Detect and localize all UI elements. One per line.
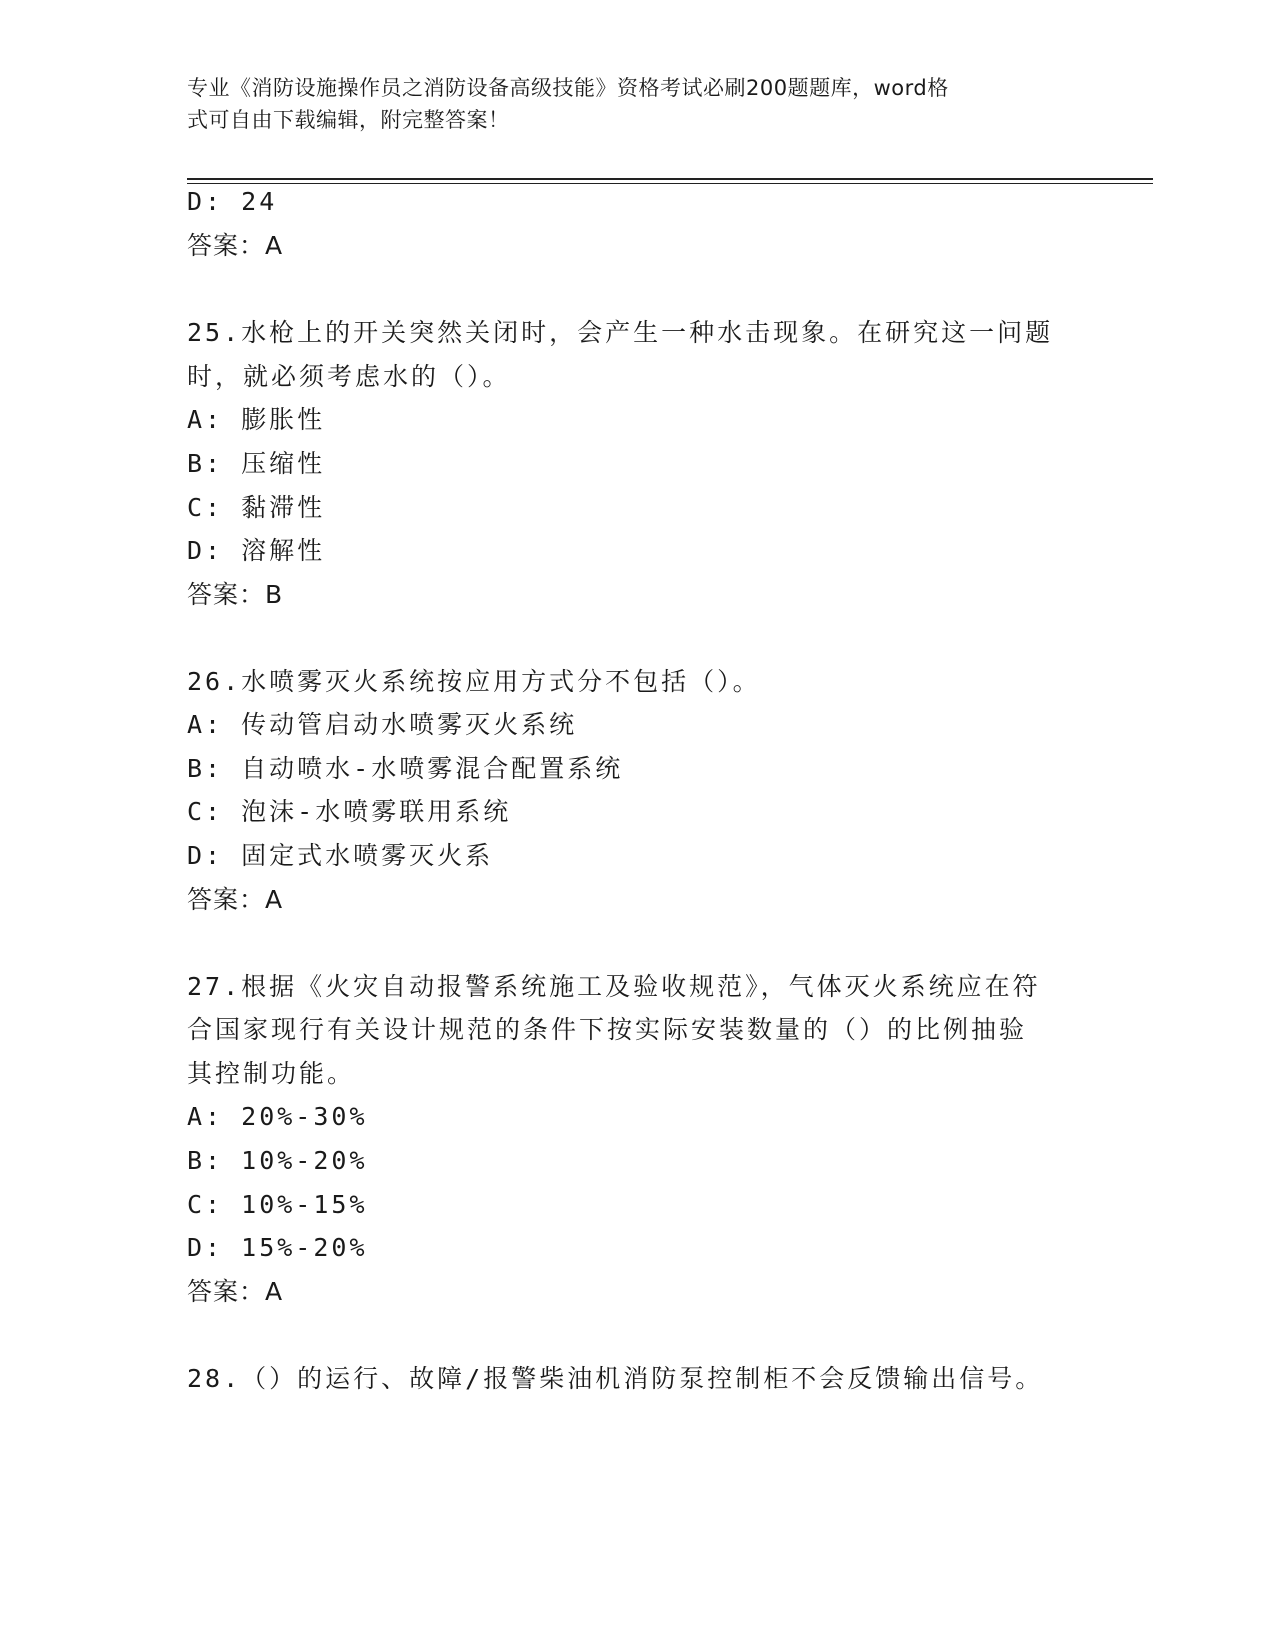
q26-option-d: D: 固定式水喷雾灭火系: [187, 841, 494, 870]
q27-stem-line-2: 合国家现行有关设计规范的条件下按实际安装数量的（）的比例抽验: [187, 1015, 1028, 1044]
q27-option-c: C: 10%-15%: [187, 1190, 368, 1219]
q27-option-a: A: 20%-30%: [187, 1102, 368, 1131]
q26-option-a: A: 传动管启动水喷雾灭火系统: [187, 710, 578, 739]
header-divider-thin: [187, 183, 1153, 184]
q27-answer: 答案：A: [187, 1277, 284, 1306]
q26-option-c: C: 泡沫-水喷雾联用系统: [187, 797, 512, 826]
prev-answer: 答案：A: [187, 231, 284, 260]
q27-stem-line-3: 其控制功能。: [187, 1059, 356, 1088]
q25-stem-line-1: 25.水枪上的开关突然关闭时，会产生一种水击现象。在研究这一问题: [187, 318, 1054, 347]
q25-option-c: C: 黏滞性: [187, 493, 326, 522]
q28-stem-line-1: 28.（）的运行、故障/报警柴油机消防泵控制柜不会反馈输出信号。: [187, 1364, 1044, 1393]
q27-option-b: B: 10%-20%: [187, 1146, 368, 1175]
q27-option-d: D: 15%-20%: [187, 1233, 368, 1262]
q25-option-d: D: 溶解性: [187, 536, 326, 565]
prev-option-d: D: 24: [187, 187, 278, 216]
q27-stem-line-1: 27.根据《火灾自动报警系统施工及验收规范》，气体灭火系统应在符: [187, 972, 1041, 1001]
q26-option-b: B: 自动喷水-水喷雾混合配置系统: [187, 754, 624, 783]
header-line-1: 专业《消防设施操作员之消防设备高级技能》资格考试必刷200题题库，word格: [187, 76, 949, 100]
q25-option-b: B: 压缩性: [187, 449, 326, 478]
document-header: [187, 72, 1087, 136]
q25-answer: 答案：B: [187, 580, 284, 609]
q26-stem-line-1: 26.水喷雾灭火系统按应用方式分不包括（）。: [187, 667, 761, 696]
header-divider: [187, 178, 1153, 180]
q26-answer: 答案：A: [187, 885, 284, 914]
header-line-2: 式可自由下载编辑，附完整答案！: [187, 108, 510, 132]
q25-option-a: A: 膨胀性: [187, 405, 326, 434]
q25-stem-line-2: 时，就必须考虑水的（）。: [187, 362, 511, 391]
